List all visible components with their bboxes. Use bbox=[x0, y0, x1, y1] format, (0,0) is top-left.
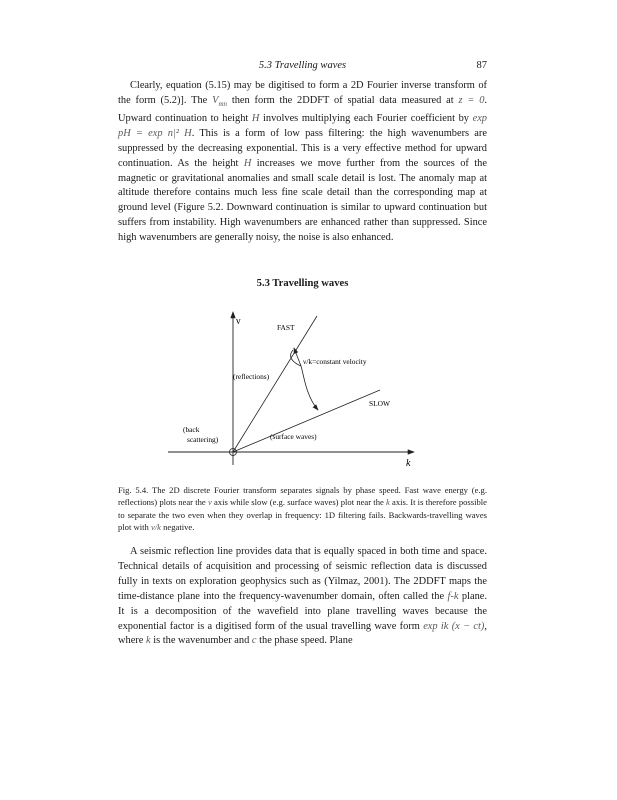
text-run: Clearly, equation (5.15) may be digitised to form a 2D Fourier inverse transform of the form (5.2)]. The bbox=[118, 80, 487, 106]
math-k: k bbox=[386, 497, 390, 508]
math-vmn bbox=[212, 95, 227, 106]
running-head: 5.3 Travelling waves bbox=[258, 60, 347, 71]
k-axis-label: k bbox=[406, 458, 411, 469]
velocity-arrow-up bbox=[294, 348, 301, 366]
figure-caption bbox=[118, 484, 487, 534]
text-run: . Upward continuation to height bbox=[118, 94, 487, 124]
nu-axis-label: ν bbox=[236, 316, 241, 327]
paragraph-upward-continuation bbox=[118, 79, 487, 246]
math-travelling-wave: exp ik (x − ct) bbox=[423, 620, 485, 632]
slow-line bbox=[233, 390, 380, 452]
text-run: axis while slow (e.g. surface waves) plot near the bbox=[211, 497, 387, 508]
math-f-k: f-k bbox=[447, 590, 459, 602]
text-run: axis. It is therefore possible to separate the two even when they overlap in frequency: 1D filtering fails. Backwards-travelling waves plot with bbox=[118, 497, 487, 533]
math-exp-filter: exp pH = exp n|² H bbox=[118, 112, 487, 139]
back-scattering-label-2: scattering) bbox=[187, 435, 219, 444]
text-run: A seismic reflection line provides data that is equally spaced in both time and space. Technical details of acquisition and processing of seismic reflection data is discussed fully in texts on exploration geophysics such as (Yilmaz, 2001). The 2DDFT maps the time-distance plane into the frequency-wavenumber domain, often called the bbox=[118, 546, 487, 602]
paragraph-seismic-reflection bbox=[118, 545, 487, 649]
text-run: negative. bbox=[160, 522, 195, 533]
figure-fk-diagram bbox=[118, 300, 487, 478]
math-symbol: V bbox=[212, 94, 219, 106]
text-run: . This is a form of low pass filtering: the high wavenumbers are suppressed by the decreasing exponential. This is a very effective method for upward continuation. As the height bbox=[118, 127, 487, 169]
fast-label: FAST bbox=[277, 323, 295, 332]
text-run: then form the 2DDFT of spatial data measured at bbox=[227, 94, 459, 106]
math-k: k bbox=[145, 635, 151, 647]
math-height-h: H bbox=[243, 157, 252, 169]
back-scattering-label-1: (back bbox=[183, 425, 200, 434]
math-height-h: H bbox=[251, 112, 260, 124]
text-run: , where bbox=[118, 620, 487, 647]
text-run: plane. It is a decomposition of the wavefield into plane travelling waves because the exponential factor is a digitised form of the usual travelling wave form bbox=[118, 590, 487, 632]
slow-label: SLOW bbox=[369, 399, 390, 408]
text-run: is the wavenumber and bbox=[150, 635, 252, 647]
text-run: the phase speed. Plane bbox=[256, 635, 353, 647]
math-nu-over-k: ν/k bbox=[150, 522, 161, 533]
fk-diagram-svg bbox=[118, 300, 487, 478]
page-number: 87 bbox=[476, 60, 487, 71]
math-c: c bbox=[251, 635, 257, 647]
page-header bbox=[118, 60, 487, 76]
reflections-label: (reflections) bbox=[233, 372, 270, 381]
text-run: involves multiplying each Fourier coefficient by bbox=[259, 112, 473, 124]
math-subscript: mn bbox=[218, 99, 228, 108]
text-run: increases we move further from the sources of the magnetic or gravitational anomalies and small scale detail is lost. The anomaly map at altitude therefore contains much less fine scale detail than the corresponding map at ground level (Figure 5.2. Downward continuation is similar to upward continuation but suffers from instability. High wavenumbers are enhanced rather than suppressed. Since high wavenumbers are generally noisy, the noise is also enhanced. bbox=[118, 157, 487, 244]
math-z-zero: z = 0 bbox=[458, 94, 485, 106]
surface-waves-label: (surface waves) bbox=[270, 432, 317, 441]
velocity-label: ν/k=constant velocity bbox=[303, 357, 367, 366]
text-run: Fig. 5.4. The 2D discrete Fourier transform separates signals by phase speed. Fast wave energy (e.g. reflections) plots near the bbox=[118, 485, 487, 508]
math-nu: ν bbox=[207, 497, 212, 508]
section-heading: 5.3 Travelling waves bbox=[256, 278, 349, 289]
